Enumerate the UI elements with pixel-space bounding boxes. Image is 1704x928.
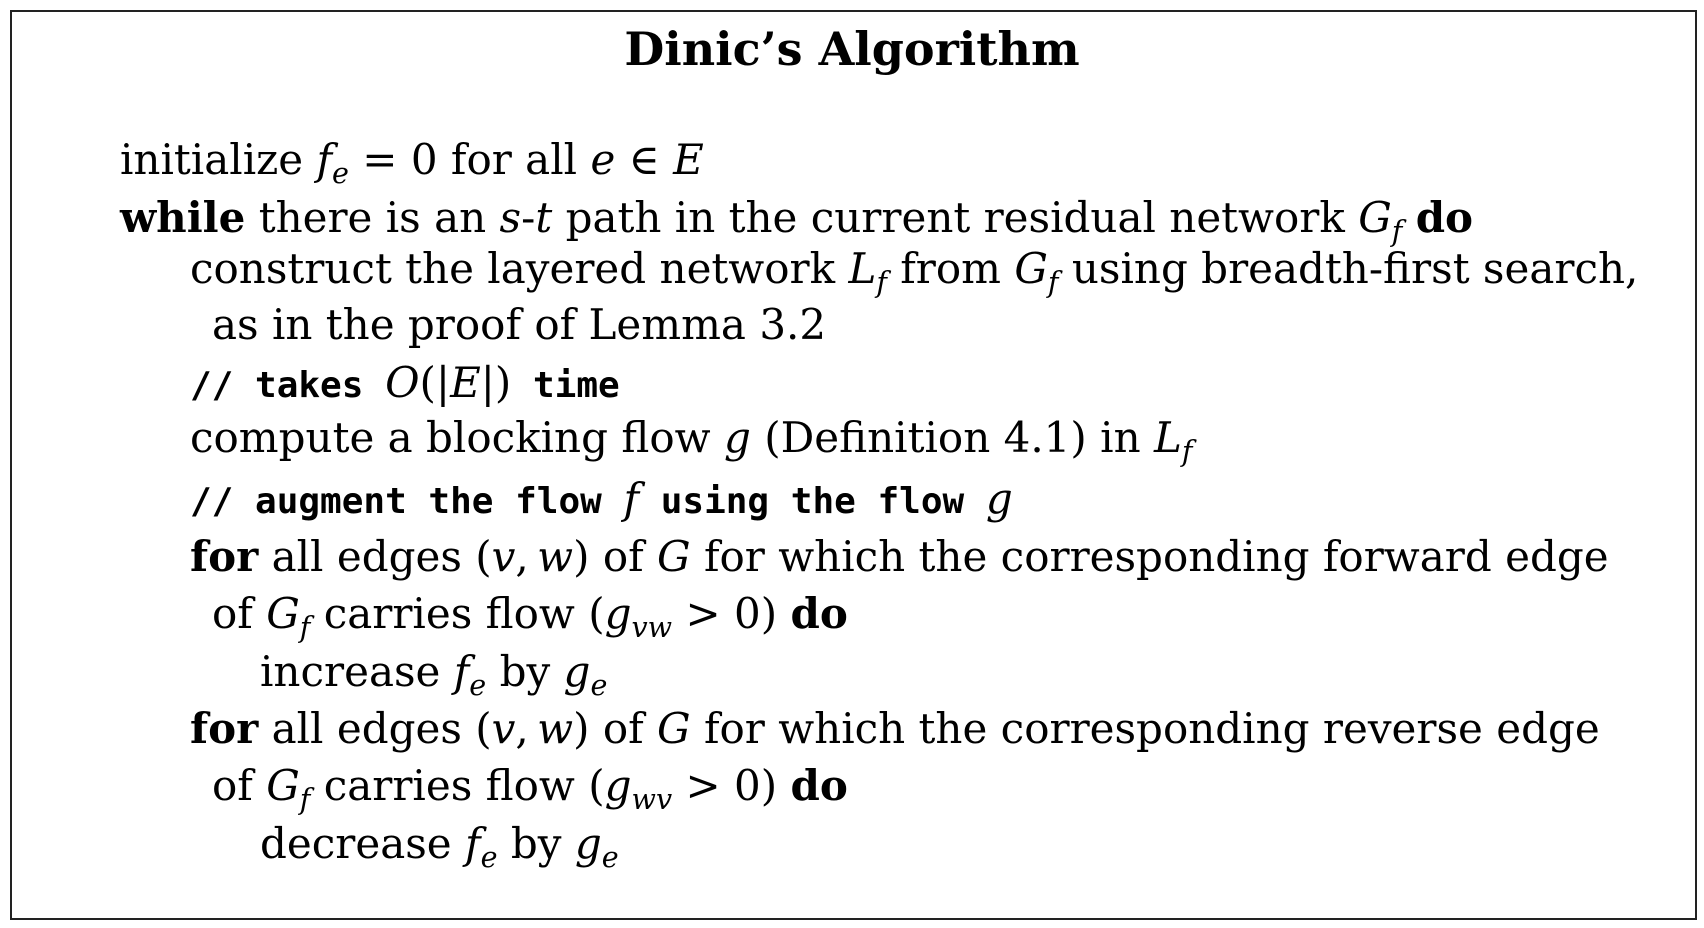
math-var: L xyxy=(848,244,877,293)
math-var: f xyxy=(623,474,640,523)
math-var: w xyxy=(537,704,574,753)
keyword-for: for xyxy=(190,704,259,753)
math-var: v xyxy=(491,532,516,581)
text: using breadth-first search, xyxy=(1071,244,1639,293)
math-var: w xyxy=(537,532,574,581)
math-var: L xyxy=(1153,413,1182,462)
math-var: E xyxy=(673,135,704,184)
math-var: g xyxy=(574,819,602,868)
text: (Definition 4.1) in xyxy=(764,413,1141,462)
math-var: E xyxy=(450,358,481,407)
text: carries flow xyxy=(323,589,575,638)
math-symbol: ( xyxy=(588,589,605,638)
math-sub: e xyxy=(469,668,487,703)
math-var: f xyxy=(316,135,333,184)
text: construct the layered network xyxy=(190,244,836,293)
math-sub: f xyxy=(1391,214,1403,249)
math-var: G xyxy=(1014,244,1048,293)
comment-text: time xyxy=(532,365,620,406)
math-symbol: , xyxy=(515,532,529,581)
text: - xyxy=(521,193,536,242)
text: of xyxy=(212,761,253,810)
text: by xyxy=(510,819,562,868)
line-for-forward-cont xyxy=(212,588,848,645)
math-symbol: (| xyxy=(419,358,451,407)
text: increase xyxy=(260,647,441,696)
math-var: O xyxy=(385,358,420,407)
math-var: v xyxy=(491,704,516,753)
keyword-for: for xyxy=(190,532,259,581)
keyword-do: do xyxy=(790,761,848,810)
comment-text: // augment the flow xyxy=(190,481,602,522)
math-sub: f xyxy=(299,782,311,817)
math-var: s xyxy=(499,193,522,242)
math-symbol: ) xyxy=(573,704,590,753)
algorithm-title: Dinic’s Algorithm xyxy=(624,22,1080,76)
math-symbol: ) xyxy=(573,532,590,581)
comment-text: // takes xyxy=(190,365,364,406)
math-symbol: , xyxy=(515,704,529,753)
math-sub: f xyxy=(1047,265,1059,300)
text: compute a blocking flow xyxy=(190,413,711,462)
comment-text: using the flow xyxy=(660,481,965,522)
math-var: g xyxy=(563,647,591,696)
comment-augment xyxy=(190,473,1013,528)
text: path in the current residual network xyxy=(565,193,1345,242)
text: decrease xyxy=(260,819,452,868)
math-var: f xyxy=(465,819,481,868)
keyword-while: while xyxy=(120,193,246,242)
text: there is an xyxy=(258,193,487,242)
math-symbol: ( xyxy=(588,761,605,810)
math-sub: e xyxy=(590,668,608,703)
math-var: e xyxy=(590,135,616,184)
math-var: g xyxy=(604,761,632,810)
math-symbol: |) xyxy=(480,358,512,407)
math-var: G xyxy=(657,704,691,753)
keyword-do: do xyxy=(790,589,848,638)
text: = 0 for all xyxy=(362,135,578,184)
text: by xyxy=(499,647,551,696)
line-for-reverse xyxy=(190,703,1600,755)
line-compute xyxy=(190,412,1193,469)
text: from xyxy=(900,244,1001,293)
math-sub: f xyxy=(1181,434,1193,469)
math-var: G xyxy=(1358,193,1392,242)
math-var: G xyxy=(266,589,300,638)
line-for-reverse-cont xyxy=(212,760,848,817)
math-symbol: ∈ xyxy=(628,135,660,184)
text: initialize xyxy=(120,135,304,184)
math-var: g xyxy=(723,413,751,462)
math-sub: e xyxy=(332,156,349,191)
math-var: G xyxy=(266,761,300,810)
line-for-forward xyxy=(190,531,1609,583)
math-symbol: ( xyxy=(475,704,492,753)
text: of xyxy=(212,589,253,638)
math-sub: f xyxy=(299,610,311,645)
text: for which the corresponding reverse edge xyxy=(703,704,1600,753)
line-construct-cont xyxy=(212,299,826,351)
math-var: g xyxy=(604,589,632,638)
line-increase xyxy=(260,646,608,703)
text: of xyxy=(602,704,644,753)
math-sub: vw xyxy=(631,610,673,645)
text: for which the corresponding forward edge xyxy=(703,532,1609,581)
math-symbol: > 0) xyxy=(685,589,778,638)
keyword-do: do xyxy=(1415,193,1474,242)
math-sub: e xyxy=(601,840,619,875)
text: all edges xyxy=(271,532,462,581)
math-symbol: > 0) xyxy=(685,761,778,810)
math-sub: f xyxy=(876,265,887,300)
math-sub: wv xyxy=(631,782,673,817)
line-decrease xyxy=(260,818,619,875)
text: carries flow xyxy=(323,761,575,810)
text: as in the proof of Lemma 3.2 xyxy=(212,300,827,349)
line-while xyxy=(120,192,1474,249)
line-initialize xyxy=(120,134,704,191)
math-symbol: ( xyxy=(475,532,492,581)
math-var: f xyxy=(453,647,470,696)
math-var: g xyxy=(985,474,1013,523)
line-construct xyxy=(190,243,1639,300)
math-var: t xyxy=(535,193,553,242)
math-var: G xyxy=(657,532,691,581)
text: of xyxy=(602,532,644,581)
comment-takes-time xyxy=(190,357,620,412)
math-sub: e xyxy=(480,840,498,875)
text: all edges xyxy=(271,704,462,753)
